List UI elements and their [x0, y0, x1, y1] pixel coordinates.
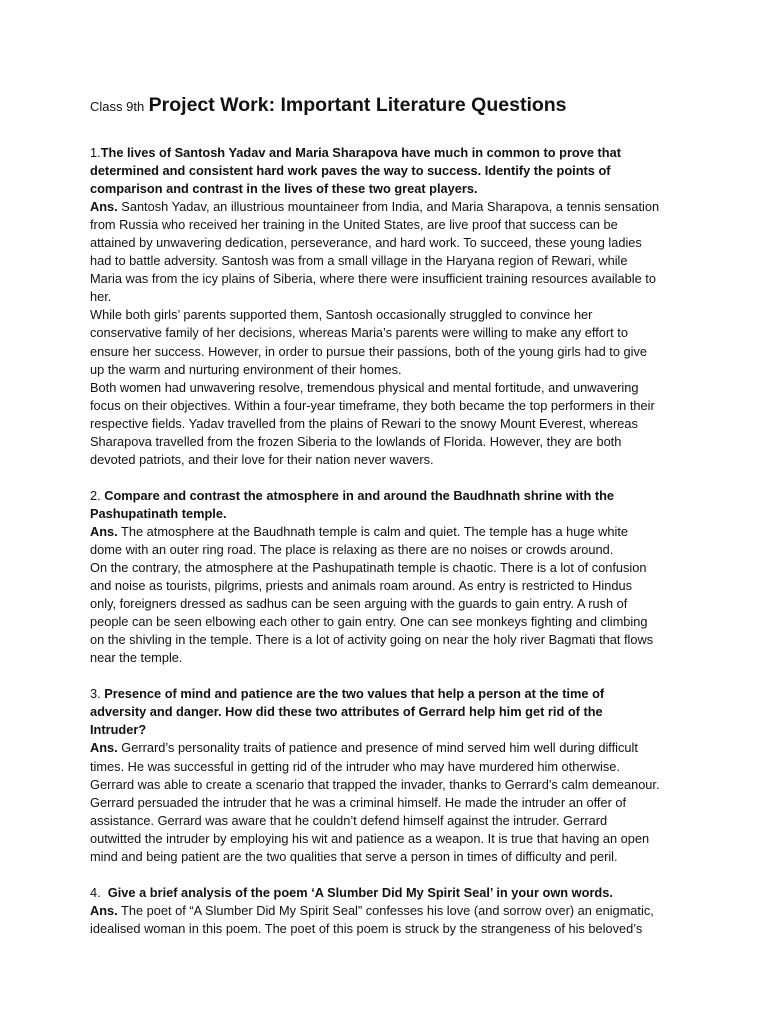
answer-label: Ans.	[90, 199, 118, 215]
answer-line: dome with an outer ring road. The place is relaxing as there are no noises or crowds around.	[90, 541, 614, 557]
answer-line: on the shivling in the temple. There is a lot of activity going on near the holy river Bagmati that flows	[90, 632, 654, 648]
answer-line: While both girls’ parents supported them, Santosh occasionally struggled to convince her	[90, 307, 593, 323]
answer-line: Both women had unwavering resolve, tremendous physical and mental fortitude, and unwavering	[90, 379, 639, 395]
question-text: Presence of mind and patience are the two values that help a person at the time of	[104, 686, 605, 702]
question-section-3	[90, 685, 690, 865]
question-line	[90, 144, 690, 162]
answer-label: Ans.	[90, 740, 118, 756]
answer-line	[90, 198, 690, 216]
answer-text: The poet of “A Slumber Did My Spirit Seal” confesses his love (and sorrow over) an enigmatic,	[117, 902, 654, 918]
question-line	[90, 162, 690, 180]
class-label: Class 9th	[90, 99, 145, 114]
question-text: Compare and contrast the atmosphere in and around the Baudhnath shrine with the	[104, 487, 615, 503]
question-line	[90, 487, 690, 505]
answer-line: near the temple.	[90, 650, 183, 666]
answer-text: Gerrard’s personality traits of patience and presence of mind served him well during difficult	[117, 740, 638, 756]
question-number: 3.	[90, 686, 105, 702]
document-content	[90, 90, 690, 938]
question-number: 4.	[90, 884, 108, 900]
question-line	[90, 703, 690, 721]
question-section-4	[90, 884, 690, 938]
answer-label: Ans.	[90, 523, 118, 539]
question-section-1	[90, 144, 690, 469]
answer-line: times. He was successful in getting rid of the intruder who may have murdered him otherwise.	[90, 758, 620, 774]
answer-line	[90, 739, 690, 757]
question-line	[90, 180, 690, 198]
answer-line: people can be seen elbowing each other to gain entry. One can see monkeys fighting and climbing	[90, 614, 648, 630]
question-text: determined and consistent hard work paves the way to success. Identify the points of	[90, 163, 611, 179]
section-gap	[90, 866, 690, 884]
answer-line: Sharapova travelled from the frozen Siberia to the lowlands of Florida. However, they are both	[90, 433, 622, 449]
answer-line: idealised woman in this poem. The poet of this poem is struck by the strangeness of his beloved’s	[90, 920, 643, 936]
answer-line: ensure her success. However, in order to pursue their passions, both of the young girls had to give	[90, 343, 647, 359]
questions-container	[90, 144, 690, 938]
answer-line: Maria was from the icy plains of Siberia, where there were insufficient training resources available to	[90, 271, 656, 287]
section-gap	[90, 667, 690, 685]
answer-line: only, foreigners dressed as sadhus can be seen arguing with the guards to gain entry. A rush of	[90, 596, 628, 612]
answer-line: had to battle adversity. Santosh was from a small village in the Haryana region of Rewari, while	[90, 253, 628, 269]
answer-line: focus on their objectives. Within a four-year timeframe, they both became the top performers in their	[90, 397, 655, 413]
answer-line: Gerrard persuaded the intruder that he was a criminal himself. He made the intruder an offer of	[90, 794, 627, 810]
answer-line: respective fields. Yadav travelled from the plains of Rewari to the snowy Mount Everest, whereas	[90, 415, 638, 431]
answer-line	[90, 902, 690, 920]
answer-line: attained by unwavering dedication, perseverance, and hard work. To succeed, these young ladies	[90, 235, 642, 251]
answer-line: her.	[90, 289, 112, 305]
answer-line: On the contrary, the atmosphere at the Pashupatinath temple is chaotic. There is a lot of confusion	[90, 560, 647, 576]
answer-line: and noise as tourists, pilgrims, priests and animals roam around. As entry is restricted to Hindus	[90, 578, 632, 594]
question-number: 2.	[90, 487, 105, 503]
answer-text: The atmosphere at the Baudhnath temple is calm and quiet. The temple has a huge white	[117, 523, 629, 539]
question-line	[90, 685, 690, 703]
question-text: adversity and danger. How did these two attributes of Gerrard help him get rid of the	[90, 704, 603, 720]
answer-line: devoted patriots, and their love for their nation never wavers.	[90, 451, 434, 467]
question-text: Pashupatinath temple.	[90, 505, 227, 521]
question-section-2	[90, 487, 690, 667]
page-header	[90, 90, 690, 120]
answer-line	[90, 523, 690, 541]
answer-text: Santosh Yadav, an illustrious mountaineer from India, and Maria Sharapova, a tennis sensation	[117, 199, 660, 215]
answer-line: up the warm and nurturing environment of their homes.	[90, 361, 402, 377]
question-line	[90, 721, 690, 739]
section-gap	[90, 469, 690, 487]
answer-line: assistance. Gerrard was aware that he couldn’t defend himself against the intruder. Gerrard	[90, 812, 608, 828]
answer-line: outwitted the intruder by employing his wit and patience as a weapon. It is true that having an open	[90, 830, 650, 846]
question-text: The lives of Santosh Yadav and Maria Sharapova have much in common to prove that	[100, 145, 621, 160]
question-text: Give a brief analysis of the poem ‘A Slumber Did My Spirit Seal’ in your own words.	[107, 884, 613, 900]
question-line	[90, 505, 690, 523]
answer-line: mind and being patient are the two qualities that serve a person in times of difficulty and peril.	[90, 848, 618, 864]
answer-line: conservative family of her decisions, whereas Maria’s parents were willing to make any effort to	[90, 325, 628, 341]
question-number: 1.	[90, 145, 101, 160]
answer-line: Gerrard was able to create a scenario that trapped the invader, thanks to Gerrard’s calm demeanour.	[90, 776, 660, 792]
question-line	[90, 884, 690, 902]
question-text: comparison and contrast in the lives of these two great players.	[90, 181, 478, 197]
answer-line: from Russia who received her training in the United States, are live proof that success can be	[90, 217, 618, 233]
question-text: Intruder?	[90, 722, 147, 738]
answer-label: Ans.	[90, 902, 118, 918]
page-title: Project Work: Important Literature Questions	[148, 94, 567, 116]
